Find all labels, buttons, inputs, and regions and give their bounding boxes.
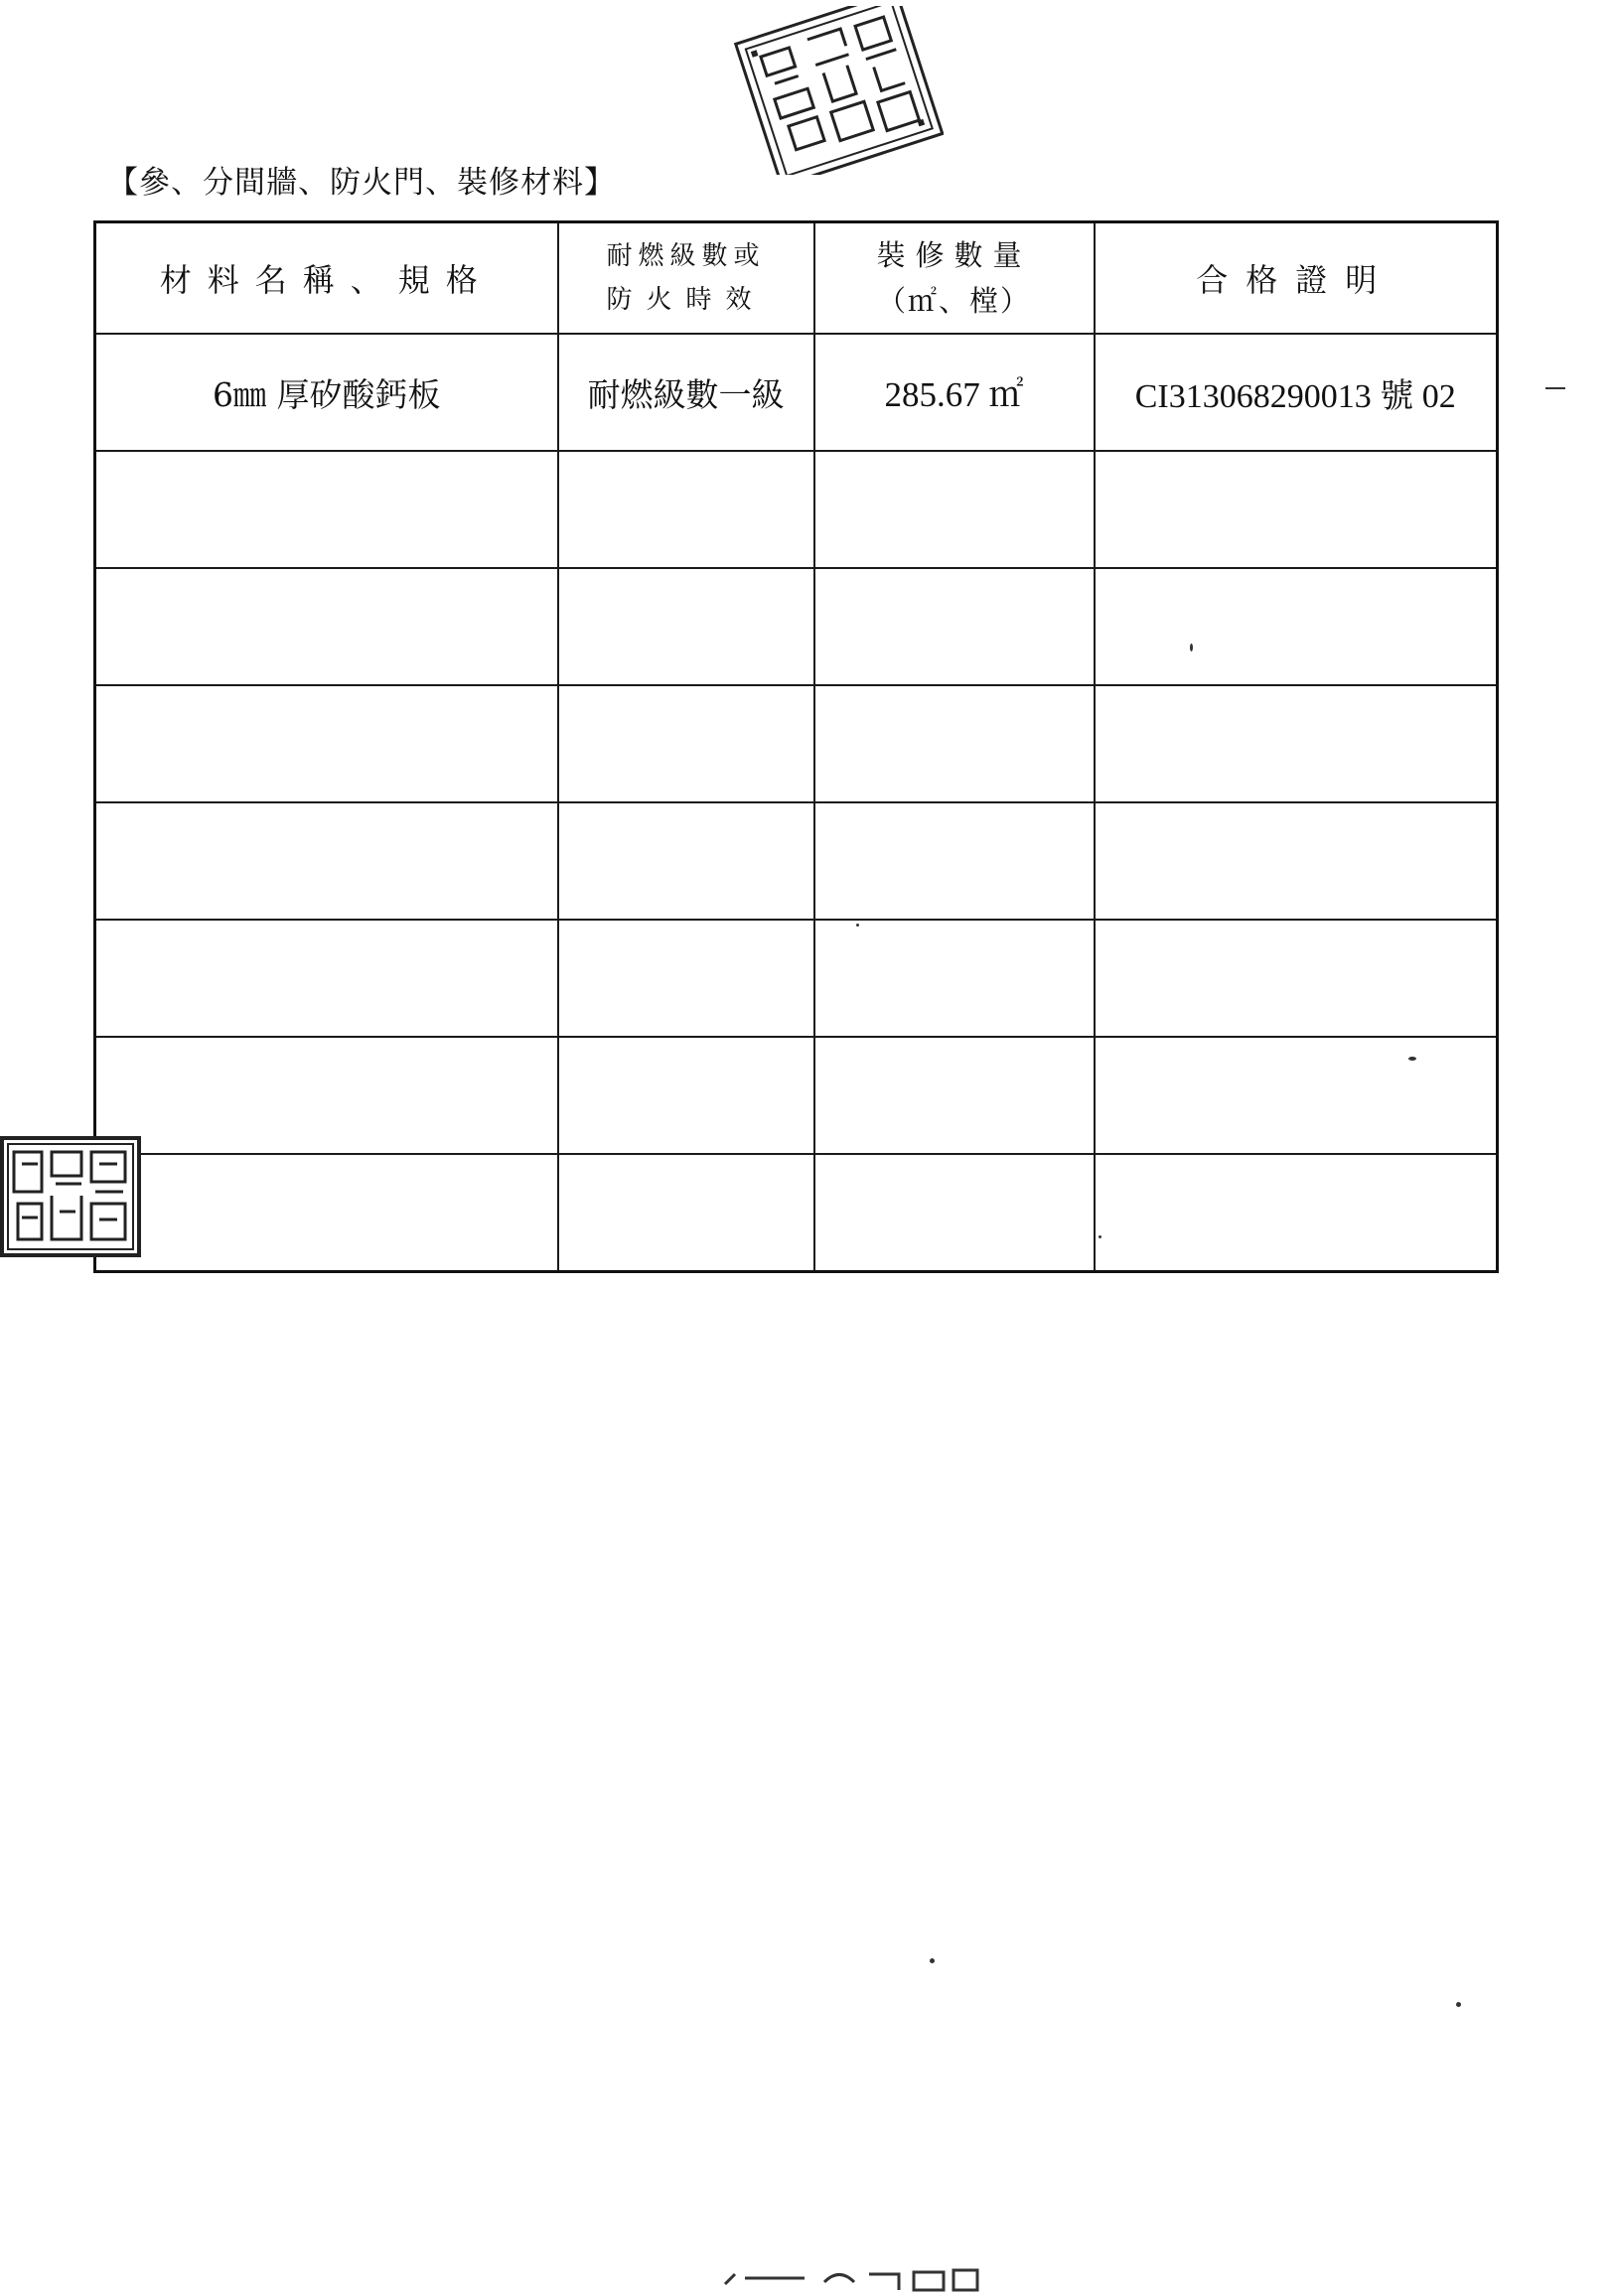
cell-material	[95, 1154, 558, 1272]
cell-material	[95, 451, 558, 568]
cell-certificate	[1095, 802, 1498, 920]
header-certificate-label: 合格證明	[1196, 261, 1395, 299]
cell-quantity	[814, 451, 1095, 568]
cell-material	[95, 1037, 558, 1154]
cell-rating	[558, 802, 814, 920]
bottom-partial-stamp	[656, 2264, 1033, 2292]
header-quantity-line1: 裝修數量	[876, 238, 1032, 272]
cell-quantity	[814, 920, 1095, 1037]
cell-rating	[558, 685, 814, 802]
cell-quantity	[814, 802, 1095, 920]
section-title: 【參、分間牆、防火門、裝修材料】	[107, 165, 616, 201]
header-fire-rating-line1: 耐燃級數或	[606, 241, 766, 271]
cell-rating	[558, 1154, 814, 1272]
table-row	[95, 685, 1498, 802]
cell-certificate	[1095, 685, 1498, 802]
scan-speck	[1408, 1057, 1416, 1061]
materials-table	[93, 220, 1499, 1273]
cell-quantity	[814, 1154, 1095, 1272]
cell-rating	[558, 334, 814, 451]
scan-speck	[1456, 2002, 1461, 2007]
top-seal-stamp	[725, 6, 944, 175]
cell-certificate	[1095, 451, 1498, 568]
cell-material	[95, 802, 558, 920]
header-certificate	[1095, 222, 1498, 335]
cell-rating	[558, 451, 814, 568]
header-material-name-label: 材料名稱、規格	[159, 261, 494, 299]
cell-quantity	[814, 568, 1095, 685]
cell-rating	[558, 568, 814, 685]
certificate-text: CI313068290013 號 02	[1134, 377, 1456, 415]
scan-speck	[930, 1958, 935, 1963]
left-seal-stamp	[0, 1134, 145, 1259]
header-quantity-line2: （㎡、樘）	[876, 284, 1031, 318]
table-row	[95, 1154, 1498, 1272]
scan-speck	[1545, 387, 1565, 389]
cell-material	[95, 920, 558, 1037]
scan-speck	[1099, 1235, 1101, 1238]
cell-rating	[558, 920, 814, 1037]
cell-quantity	[814, 334, 1095, 451]
cell-quantity	[814, 685, 1095, 802]
cell-quantity	[814, 1037, 1095, 1154]
cell-certificate	[1095, 568, 1498, 685]
cell-material	[95, 334, 558, 451]
table-row	[95, 802, 1498, 920]
cell-material	[95, 568, 558, 685]
header-quantity	[814, 222, 1095, 335]
scan-speck	[1190, 644, 1193, 651]
material-text: 6㎜ 厚矽酸鈣板	[213, 374, 441, 414]
cell-material	[95, 685, 558, 802]
rating-text: 耐燃級數一級	[587, 374, 785, 414]
header-material-name	[95, 222, 558, 335]
header-fire-rating	[558, 222, 814, 335]
quantity-text: 285.67 ㎡	[884, 375, 1024, 414]
cell-certificate	[1095, 334, 1498, 451]
table-row	[95, 1037, 1498, 1154]
scan-speck	[856, 924, 859, 927]
cell-rating	[558, 1037, 814, 1154]
header-fire-rating-line2: 防火時效	[606, 285, 766, 315]
table-row	[95, 451, 1498, 568]
table-row	[95, 920, 1498, 1037]
table-row	[95, 568, 1498, 685]
cell-certificate	[1095, 1037, 1498, 1154]
cell-certificate	[1095, 920, 1498, 1037]
cell-certificate	[1095, 1154, 1498, 1272]
table-row	[95, 334, 1498, 451]
table-header-row	[95, 222, 1498, 335]
